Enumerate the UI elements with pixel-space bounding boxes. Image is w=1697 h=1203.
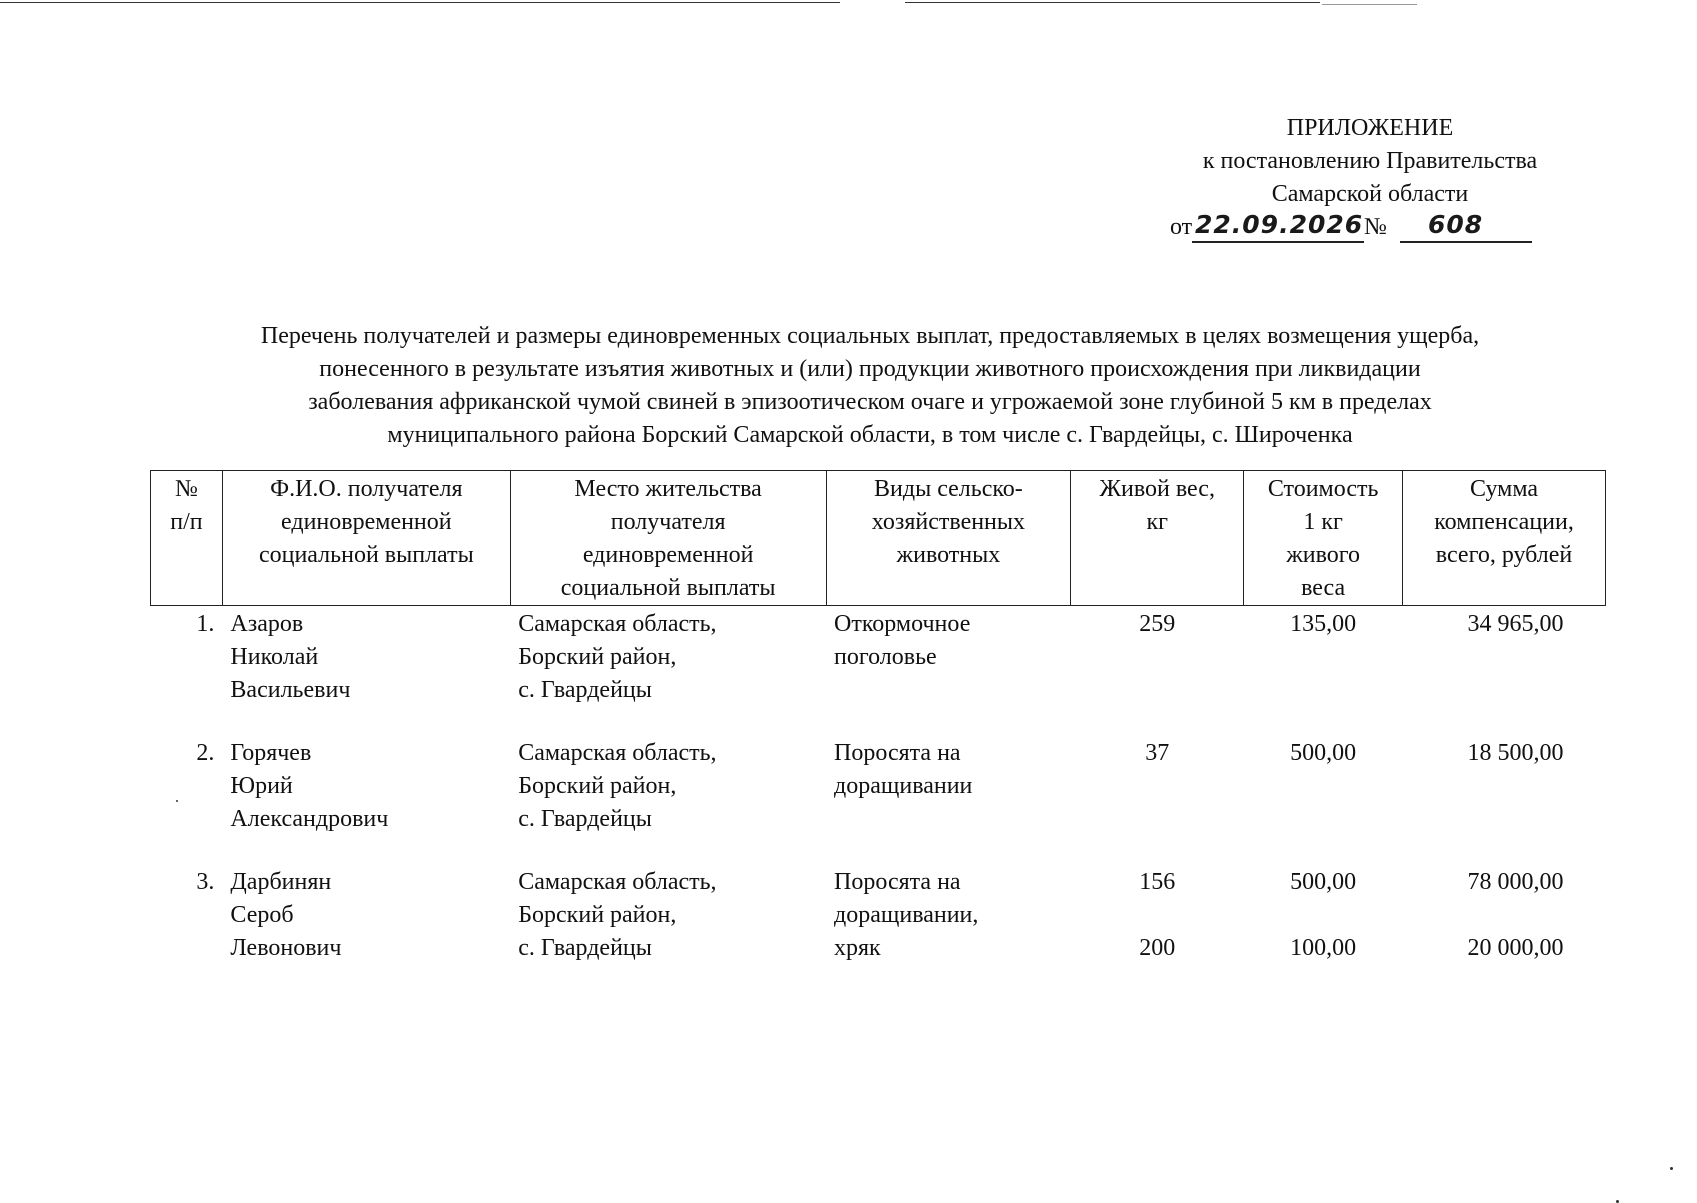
price-value: 500,00 bbox=[1290, 740, 1357, 766]
total-value: 78 000,00 bbox=[1467, 869, 1564, 895]
weight-value: 200 bbox=[1139, 935, 1176, 961]
residence-line: Самарская область, bbox=[518, 740, 717, 766]
total-value: 20 000,00 bbox=[1467, 935, 1564, 961]
animals-line: Поросята на bbox=[834, 740, 961, 766]
name-line: Александрович bbox=[230, 806, 389, 832]
animals-line: хряк bbox=[834, 935, 881, 961]
residence-line: с. Гвардейцы bbox=[518, 935, 652, 961]
header-text: компенсации, bbox=[1434, 509, 1574, 535]
cell-price bbox=[1244, 606, 1403, 708]
total-value bbox=[1411, 899, 1564, 932]
header-name bbox=[222, 471, 510, 606]
date-prefix: от bbox=[1170, 214, 1193, 240]
appendix-date-line bbox=[1100, 211, 1640, 244]
scan-artifact-line bbox=[905, 2, 1320, 3]
number-sign: № bbox=[1364, 214, 1387, 240]
residence-line: Борский район, bbox=[518, 644, 677, 670]
table-row bbox=[151, 866, 1606, 965]
weight-value: 37 bbox=[1145, 740, 1170, 766]
title-line-4: муниципального района Борский Самарской области, в том числе с. Гвардейцы, с. Широченка bbox=[387, 422, 1353, 448]
name-line: Николай bbox=[230, 644, 319, 670]
cell-weight bbox=[1071, 737, 1244, 836]
weight-value: 156 bbox=[1139, 869, 1176, 895]
header-weight bbox=[1071, 471, 1244, 606]
header-text: 1 кг bbox=[1303, 509, 1343, 535]
cell-residence bbox=[510, 737, 826, 836]
appendix-line-3: Самарской области bbox=[1271, 181, 1469, 207]
table-header-row bbox=[151, 471, 1606, 606]
title-line-2: понесенного в результате изъятия животных и (или) продукции животного происхождения при ликвидации bbox=[319, 356, 1421, 382]
residence-line: Самарская область, bbox=[518, 869, 717, 895]
name-line: Юрий bbox=[230, 773, 293, 799]
table-row bbox=[151, 606, 1606, 708]
residence-line: с. Гвардейцы bbox=[518, 806, 652, 832]
header-text: п/п bbox=[170, 509, 203, 535]
header-total bbox=[1403, 471, 1606, 606]
document-title bbox=[130, 320, 1610, 452]
cell-price bbox=[1244, 737, 1403, 836]
table-row bbox=[151, 737, 1606, 836]
header-text: Стоимость bbox=[1267, 476, 1379, 502]
header-text: Место жительства bbox=[574, 476, 762, 502]
cell-animals bbox=[826, 737, 1071, 836]
price-value: 100,00 bbox=[1290, 935, 1357, 961]
price-value: 135,00 bbox=[1290, 611, 1357, 637]
header-text: социальной выплаты bbox=[258, 542, 474, 568]
header-text: получателя bbox=[610, 509, 726, 535]
cell-name bbox=[222, 606, 510, 708]
handwritten-number: 608 bbox=[1428, 210, 1484, 239]
header-residence bbox=[510, 471, 826, 606]
weight-value bbox=[1079, 899, 1236, 932]
header-text: единовременной bbox=[281, 509, 452, 535]
cell-animals bbox=[826, 866, 1071, 965]
animals-line: Откормочное bbox=[834, 611, 971, 637]
name-line: Васильевич bbox=[230, 677, 351, 703]
cell-total bbox=[1403, 606, 1606, 708]
header-text: кг bbox=[1146, 509, 1168, 535]
name-line: Дарбинян bbox=[230, 869, 332, 895]
scan-speck bbox=[1670, 1167, 1673, 1170]
appendix-header bbox=[1100, 112, 1640, 244]
header-text: Ф.И.О. получателя bbox=[270, 476, 463, 502]
animals-line: доращивании, bbox=[834, 902, 979, 928]
row-spacer bbox=[151, 707, 1606, 737]
residence-line: Борский район, bbox=[518, 773, 677, 799]
row-spacer bbox=[151, 836, 1606, 866]
cell-total bbox=[1403, 737, 1606, 836]
name-line: Горячев bbox=[230, 740, 312, 766]
header-text: веса bbox=[1301, 575, 1346, 601]
name-line: Азаров bbox=[230, 611, 304, 637]
recipients-table bbox=[150, 470, 1606, 965]
header-text: социальной выплаты bbox=[560, 575, 776, 601]
cell-weight bbox=[1071, 606, 1244, 708]
animals-line: доращивании bbox=[834, 773, 973, 799]
cell-weight bbox=[1071, 866, 1244, 965]
cell-num: 1. bbox=[196, 611, 215, 637]
header-text: Сумма bbox=[1470, 476, 1539, 502]
weight-value: 259 bbox=[1139, 611, 1176, 637]
scan-artifact-line bbox=[1322, 4, 1417, 5]
total-value: 34 965,00 bbox=[1467, 611, 1564, 637]
cell-animals bbox=[826, 606, 1071, 708]
handwritten-date: 22.09.2026 bbox=[1195, 210, 1364, 239]
name-line: Левонович bbox=[230, 935, 342, 961]
scan-artifact-line bbox=[0, 2, 840, 3]
title-line-1: Перечень получателей и размеры единовременных социальных выплат, предоставляемых в целях возмещения ущерба, bbox=[260, 323, 1480, 349]
residence-line: Борский район, bbox=[518, 902, 677, 928]
header-text: хозяйственных bbox=[871, 509, 1026, 535]
header-num bbox=[151, 471, 223, 606]
name-line: Сероб bbox=[230, 902, 294, 928]
header-text: живого bbox=[1286, 542, 1361, 568]
header-text: Живой вес, bbox=[1099, 476, 1215, 502]
header-text: № bbox=[175, 476, 198, 502]
total-value: 18 500,00 bbox=[1467, 740, 1564, 766]
cell-total bbox=[1403, 866, 1606, 965]
appendix-line-2: к постановлению Правительства bbox=[1202, 148, 1538, 174]
appendix-title: ПРИЛОЖЕНИЕ bbox=[1286, 115, 1454, 141]
header-text: животных bbox=[896, 542, 1001, 568]
cell-name bbox=[222, 866, 510, 965]
cell-price bbox=[1244, 866, 1403, 965]
title-line-3: заболевания африканской чумой свиней в эпизоотическом очаге и угрожаемой зоне глубиной 5 км в пределах bbox=[308, 389, 1432, 415]
residence-line: с. Гвардейцы bbox=[518, 677, 652, 703]
header-text: единовременной bbox=[582, 542, 754, 568]
date-underline bbox=[1192, 241, 1364, 243]
number-underline bbox=[1400, 241, 1532, 243]
header-text: всего, рублей bbox=[1435, 542, 1573, 568]
cell-num: 3. bbox=[196, 869, 215, 895]
cell-name bbox=[222, 737, 510, 836]
residence-line: Самарская область, bbox=[518, 611, 717, 637]
cell-residence bbox=[510, 606, 826, 708]
price-value: 500,00 bbox=[1290, 869, 1357, 895]
cell-num: 2. bbox=[196, 740, 215, 766]
cell-residence bbox=[510, 866, 826, 965]
header-animals bbox=[826, 471, 1071, 606]
header-text: Виды сельско- bbox=[874, 476, 1023, 502]
header-price bbox=[1244, 471, 1403, 606]
animals-line: поголовье bbox=[834, 644, 937, 670]
price-value bbox=[1252, 899, 1395, 932]
animals-line: Поросята на bbox=[834, 869, 961, 895]
